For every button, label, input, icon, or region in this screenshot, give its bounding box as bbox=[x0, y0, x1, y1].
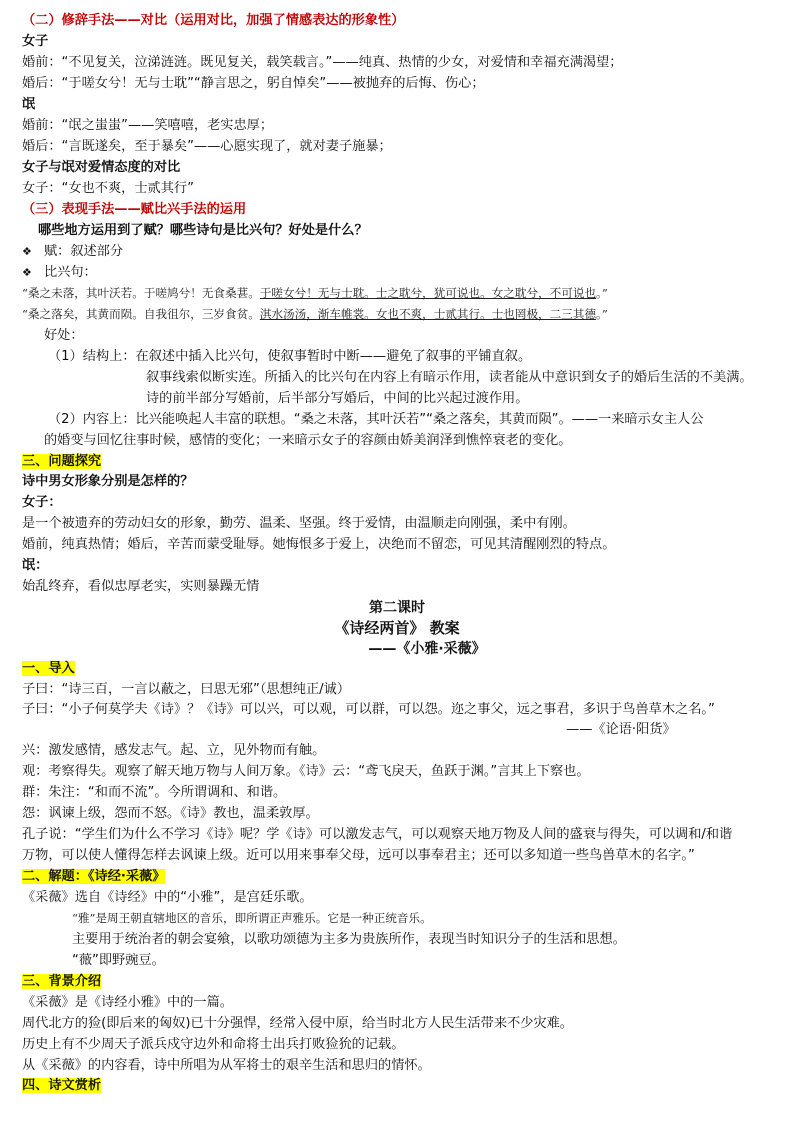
benefit-structure-3: 诗的前半部分写婚前，后半部分写婚后，中间的比兴起过渡作用。 bbox=[146, 391, 529, 406]
woman-title: 女子 bbox=[22, 34, 49, 49]
woman-desc-2: 婚前，纯真热情；婚后，辛苦而蒙受耻辱。她悔恨多于爱上，决绝而不留恋，可见其清醒刚烈的特点。 bbox=[22, 537, 616, 552]
diamond-bullet-icon: ❖ bbox=[22, 245, 32, 258]
woman-label: 女子： bbox=[22, 495, 62, 510]
poem-line-1-underlined: 于嗟女兮！无与士耽。士之耽兮，犹可说也。女之耽兮，不可说也 bbox=[259, 286, 597, 300]
ya-line-1: “雅”是周王朝直辖地区的音乐，即所谓正声雅乐。它是一种正统音乐。 bbox=[72, 911, 432, 925]
confucius-line-2: 万物，可以使人懂得怎样去讽谏上级。近可以用来事奉父母，远可以事奉君主；还可以多知道一些鸟兽草木的名字。” bbox=[22, 848, 695, 863]
woman-after-line: 婚后：“于嗟女兮！无与士耽”“静言思之，躬自悼矣”——被抛弃的后悔、伤心； bbox=[22, 76, 485, 91]
background-line-1: 《采薇》是《诗经小雅》中的一篇。 bbox=[22, 995, 233, 1010]
poem-line-2: “桑之落矣，其黄而陨。自我徂尔，三岁食贫。淇水汤汤，渐车帷裳。女也不爽，士贰其行。士也罔极，二三其德。” bbox=[22, 307, 608, 321]
lesson-subsubtitle: ——《小雅·采薇》 bbox=[368, 641, 486, 657]
guan-line: 观：考察得失。观察了解天地万物与人间万象。《诗》云：“鸢飞戾天，鱼跃于渊。”言其上下察也。 bbox=[22, 764, 590, 779]
intro-line-2: 子曰：“小子何莫学夫《诗》？《诗》可以兴，可以观，可以群，可以怨。迩之事父，远之事君，多识于鸟兽草木之名。” bbox=[22, 702, 715, 717]
benefit-content-2: 的婚变与回忆往事时候，感情的变化；一来暗示女子的容颜由娇美润泽到憔悴衰老的变化。 bbox=[44, 433, 572, 448]
benefit-structure-2: 叙事线索似断实连。所插入的比兴句在内容上有暗示作用，读者能从中意识到女子的婚后生活的不美满。 bbox=[146, 370, 753, 385]
ya-line-2: 主要用于统治者的朝会宴飨，以歌功颂德为主多为贵族所作，表现当时知识分子的生活和思想。 bbox=[72, 932, 626, 947]
xing-line: 兴：激发感情，感发志气。起、立，见外物而有触。 bbox=[22, 743, 326, 758]
bullet-fu bbox=[22, 242, 123, 261]
caiwei-intro: 《采薇》选自《诗经》中的“小雅”，是宫廷乐歌。 bbox=[22, 890, 313, 905]
background-line-4: 从《采薇》的内容看，诗中所唱为从军将士的艰辛生活和思归的情怀。 bbox=[22, 1058, 431, 1073]
lesson-subtitle: 《诗经两首》 教案 bbox=[334, 619, 460, 637]
section-heading-title: 二、解题：《诗经·采薇》 bbox=[22, 869, 166, 884]
section-heading-background: 三、背景介绍 bbox=[22, 974, 102, 989]
man-after-line: 婚后：“言既遂矣，至于暴矣”——心愿实现了，就对妻子施暴； bbox=[22, 139, 392, 154]
section-heading-technique: （三）表现手法——赋比兴手法的运用 bbox=[22, 202, 247, 217]
technique-question: 哪些地方运用到了赋？哪些诗句是比兴句？好处是什么？ bbox=[38, 223, 368, 238]
section-heading-intro: 一、导入 bbox=[22, 661, 75, 676]
bullet-bixing bbox=[22, 263, 97, 282]
explore-question: 诗中男女形象分别是怎样的？ bbox=[22, 474, 194, 489]
benefit-content-1: （2）内容上：比兴能唤起人丰富的联想。“桑之未落，其叶沃若”“桑之落矣，其黄而陨”。——一来暗示女主人公 bbox=[48, 412, 704, 427]
woman-before-line: 婚前：“不见复关，泣涕涟涟。既见复关，载笑载言。”——纯真、热情的少女，对爱情和幸福充满渴望； bbox=[22, 55, 623, 70]
yuan-line: 怨：讽谏上级，怨而不怒。《诗》教也，温柔敦厚。 bbox=[22, 806, 319, 821]
bullet-bixing-text: 比兴句： bbox=[44, 265, 97, 280]
contrast-title: 女子与氓对爱情态度的对比 bbox=[22, 160, 181, 175]
intro-source: ——《论语·阳货》 bbox=[566, 722, 676, 737]
contrast-text: 女子：“女也不爽，士贰其行” bbox=[22, 181, 194, 196]
section-heading-rhetoric: （二）修辞手法——对比（运用对比，加强了情感表达的形象性） bbox=[22, 13, 405, 28]
man-label: 氓： bbox=[22, 558, 49, 573]
poem-line-2-underlined: 淇水汤汤，渐车帷裳。女也不爽，士贰其行。士也罔极，二三其德 bbox=[259, 307, 597, 321]
bullet-fu-text: 赋：叙述部分 bbox=[44, 244, 124, 259]
woman-desc-1: 是一个被遗弃的劳动妇女的形象，勤劳、温柔、坚强。终于爱情，由温顺走向刚强，柔中有刚。 bbox=[22, 516, 576, 531]
poem-line-1: “桑之未落，其叶沃若。于嗟鸠兮！无食桑葚。于嗟女兮！无与士耽。士之耽兮，犹可说也。女之耽兮，不可说也。” bbox=[22, 286, 608, 300]
man-before-line: 婚前：“氓之蚩蚩”——笑嘻嘻，老实忠厚； bbox=[22, 118, 274, 133]
section-heading-explore: 三、问题探究 bbox=[22, 454, 102, 469]
man-desc: 始乱终弃，看似忠厚老实，实则暴躁无情 bbox=[22, 579, 260, 594]
man-title: 氓 bbox=[22, 97, 36, 112]
section-heading-poem: 四、诗文赏析 bbox=[22, 1078, 102, 1093]
background-line-3: 历史上有不少周天子派兵戍守边外和命将士出兵打败猃狁的记载。 bbox=[22, 1037, 405, 1052]
background-line-2: 周代北方的猃(即后来的匈奴)已十分强悍，经常入侵中原，给当时北方人民生活带来不少灾难。 bbox=[22, 1016, 573, 1031]
qun-line: 群：朱注：“和而不流”。今所谓调和、和谐。 bbox=[22, 785, 287, 800]
wei-line: “薇”即野豌豆。 bbox=[72, 953, 165, 968]
intro-line-1: 子曰：“诗三百，一言以蔽之，曰思无邪”（思想纯正/诚） bbox=[22, 682, 351, 697]
benefit-structure-1: （1）结构上：在叙述中插入比兴句，使叙事暂时中断——避免了叙事的平铺直叙。 bbox=[48, 349, 532, 364]
benefit-title: 好处： bbox=[44, 328, 84, 343]
confucius-line-1: 孔子说：“学生们为什么不学习《诗》呢？学《诗》可以激发志气，可以观察天地万物及人间的盛衰与得失，可以调和/和谐 bbox=[22, 827, 733, 842]
diamond-bullet-icon: ❖ bbox=[22, 266, 32, 279]
lesson-title: 第二课时 bbox=[369, 600, 425, 616]
